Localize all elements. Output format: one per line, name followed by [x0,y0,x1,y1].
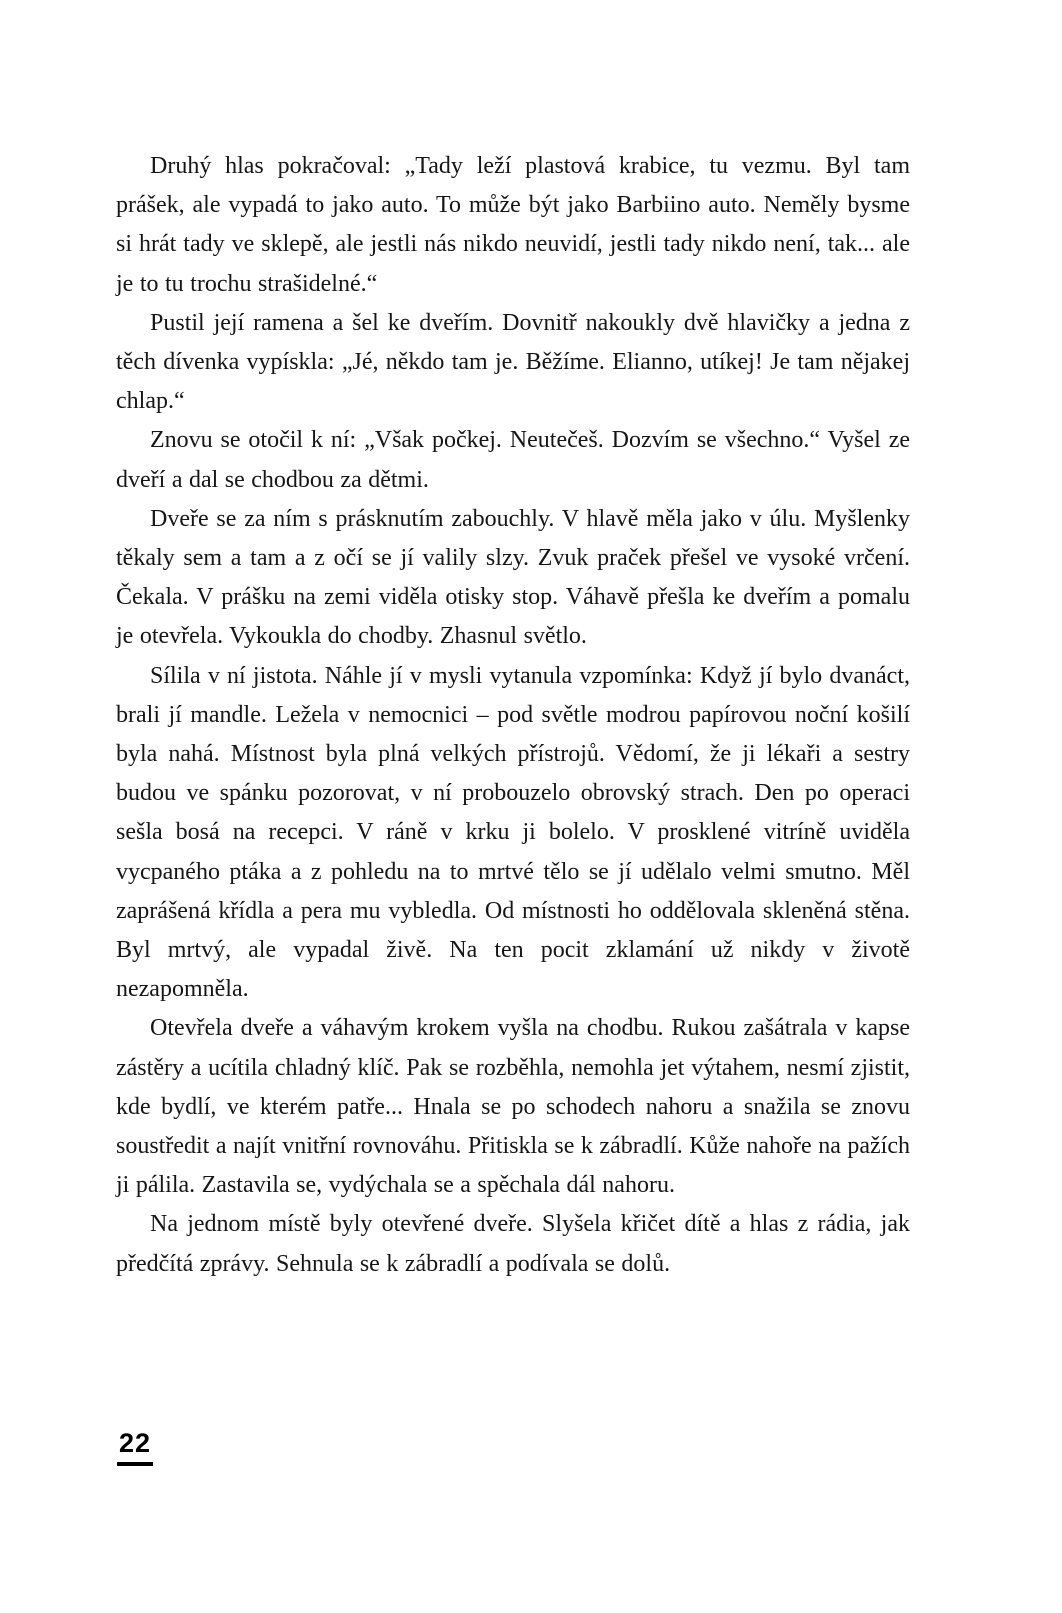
page-number: 22 [117,1428,153,1466]
paragraph-1: Druhý hlas pokračoval: „Tady leží plastová krabice, tu vezmu. Byl tam prášek, ale vypadá to jako auto. To může být jako Barbiino auto. Neměly bysme si hrát tady ve sklepě, ale jestli nás nikdo neuvidí, jestli tady nikdo není, tak... ale je to tu trochu strašidelné.“ [116,153,910,297]
paragraph-6: Otevřela dveře a váhavým krokem vyšla na chodbu. Rukou zašátrala v kapse zástěry a ucítila chladný klíč. Pak se rozběhla, nemohla jet výtahem, nesmí zjistit, kde bydlí, ve kterém patře... Hnala se po schodech nahoru a snažila se znovu soustředit a najít vnitřní rovnováhu. Přitiskla se k zábradlí. Kůže nahoře na pažích ji pálila. Zastavila se, vydýchala se a spěchala dál nahoru. [116,1015,910,1199]
paragraph-7: Na jednom místě byly otevřené dveře. Slyšela křičet dítě a hlas z rádia, jak předčítá zprávy. Sehnula se k zábradlí a podívala se dolů. [116,1211,910,1277]
paragraph-5: Sílila v ní jistota. Náhle jí v mysli vytanula vzpomínka: Když jí bylo dvanáct, brali jí mandle. Ležela v nemocnici – pod světle modrou papírovou noční košilí byla nahá. Místnost byla plná velkých přístrojů. Vědomí, že ji lékaři a sestry budou ve spánku pozorovat, v ní probouzelo obrovský strach. Den po operaci sešla bosá na recepci. V ráně v krku ji bolelo. V prosklené vitríně uviděla vycpaného ptáka a z pohledu na to mrtvé tělo se jí udělalo velmi smutno. Měl zaprášená křídla a pera mu vybledla. Od místnosti ho oddělovala skleněná stěna. Byl mrtvý, ale vypadal živě. Na ten pocit zklamání už nikdy v životě nezapomněla. [116,662,910,1003]
paragraph-4: Dveře se za ním s prásknutím zabouchly. V hlavě měla jako v úlu. Myšlenky těkaly sem a tam a z očí se jí valily slzy. Zvuk praček přešel ve vysoké vrčení. Čekala. V prášku na zemi viděla otisky stop. Váhavě přešla ke dveřím a pomalu je otevřela. Vykoukla do chodby. Zhasnul světlo. [116,505,910,650]
paragraph-2: Pustil její ramena a šel ke dveřím. Dovnitř nakoukly dvě hlavičky a jedna z těch dívenka vypískla: „Jé, někdo tam je. Běžíme. Elianno, utíkej! Je tam nějakej chlap.“ [116,309,910,415]
body-text [116,147,910,1284]
paragraph-3: Znovu se otočil k ní: „Však počkej. Neutečeš. Dozvím se všechno.“ Vyšel ze dveří a dal se chodbou za dětmi. [116,427,910,493]
